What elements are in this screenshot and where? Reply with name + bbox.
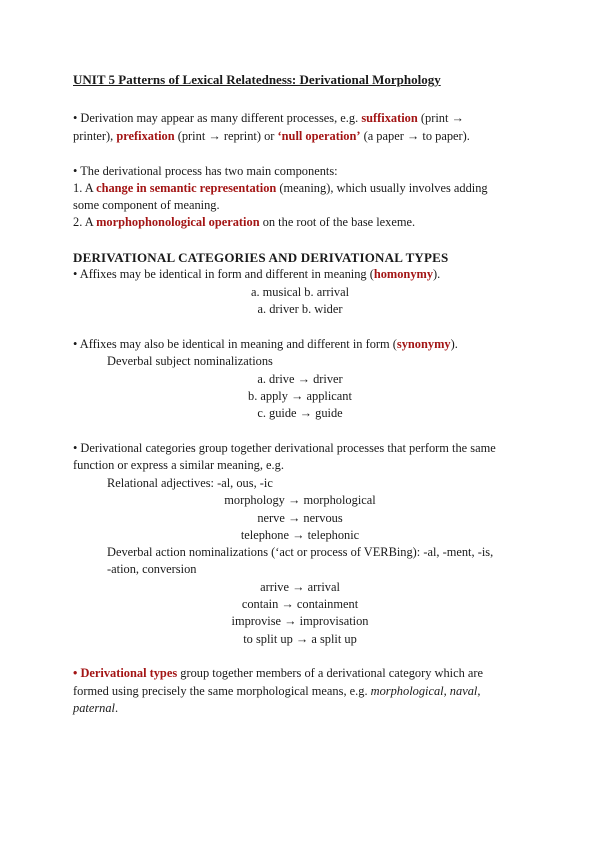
p1-text-a: • Derivation may appear as many different processes, e.g.	[73, 111, 362, 125]
term-prefixation: prefixation	[116, 129, 175, 143]
p1-line1	[73, 110, 464, 128]
term-synonymy: synonymy	[396, 337, 451, 351]
p2-item1-num: 1. A	[73, 181, 97, 195]
p2-item1	[73, 180, 488, 198]
p4-example-1: a. drive → driver	[257, 372, 343, 386]
p2-item1-cont: some component of meaning.	[73, 198, 220, 212]
p2-item2-text: on the root of the base lexeme.	[259, 215, 416, 229]
p5-example-1: morphology → morphological	[224, 493, 376, 507]
p5-line1: • Derivational categories group together derivational processes that perform the same	[73, 441, 496, 455]
p4-line1	[73, 336, 458, 354]
p1-text-e: (a paper → to paper).	[360, 129, 470, 143]
p5-line2: function or express a similar meaning, e.g.	[73, 458, 284, 472]
term-suffixation: suffixation	[361, 111, 418, 125]
p5-subheading-2b: -ation, conversion	[107, 562, 197, 576]
p4-subheading: Deverbal subject nominalizations	[107, 354, 273, 368]
section-heading: DERIVATIONAL CATEGORIES AND DERIVATIONAL TYPES	[73, 250, 449, 265]
p5-subheading-1: Relational adjectives: -al, ous, -ic	[107, 476, 273, 490]
p6-line2	[73, 683, 480, 701]
p6-period: .	[115, 701, 119, 715]
p5-example-4: arrive → arrival	[260, 580, 340, 594]
term-semantic-change: change in semantic representation	[96, 181, 277, 195]
p1-line2	[73, 128, 470, 146]
p6-bullet: •	[73, 666, 81, 680]
page-title: UNIT 5 Patterns of Lexical Relatedness: Derivational Morphology	[73, 72, 441, 87]
p5-subheading-2a: Deverbal action nominalizations (‘act or process of VERBing): -al, -ment, -is,	[107, 545, 494, 559]
p6-examples: morphological, naval,	[370, 684, 481, 698]
p5-example-2: nerve → nervous	[257, 511, 343, 525]
p5-example-5: contain → containment	[241, 597, 359, 611]
p6-line3	[73, 700, 118, 718]
p6-text-b: formed using precisely the same morphological means, e.g.	[73, 684, 371, 698]
p4-text-a: • Affixes may also be identical in meaning and different in form (	[73, 337, 397, 351]
p2-item2	[73, 214, 415, 232]
p3-example-1: a. musical b. arrival	[250, 285, 350, 299]
term-derivational-types: Derivational types	[80, 666, 178, 680]
p1-text-c: printer),	[73, 129, 117, 143]
p5-example-6: improvise → improvisation	[231, 614, 369, 628]
term-null-operation: ‘null operation’	[277, 129, 361, 143]
p5-example-3: telephone → telephonic	[240, 528, 360, 542]
p5-example-7: to split up → a split up	[243, 632, 357, 646]
p3-text-b: ).	[433, 267, 441, 281]
p4-text-b: ).	[450, 337, 458, 351]
p3-text-a: • Affixes may be identical in form and different in meaning (	[73, 267, 374, 281]
p3-line1	[73, 266, 440, 284]
term-morphophonological-operation: morphophonological operation	[96, 215, 260, 229]
p4-example-2: b. apply → applicant	[248, 389, 352, 403]
p4-example-3: c. guide → guide	[257, 406, 343, 420]
p2-item1-text: (meaning), which usually involves adding	[276, 181, 488, 195]
p1-text-b: (print →	[417, 111, 464, 125]
p2-item2-num: 2. A	[73, 215, 97, 229]
p2-intro: • The derivational process has two main components:	[73, 164, 338, 178]
term-homonymy: homonymy	[373, 267, 434, 281]
p6-line1	[73, 665, 483, 683]
p6-example-paternal: paternal	[73, 701, 115, 715]
p6-text-a: group together members of a derivational category which are	[177, 666, 484, 680]
p3-example-2: a. driver b. wider	[257, 302, 343, 316]
p1-text-d: (print → reprint) or	[174, 129, 278, 143]
